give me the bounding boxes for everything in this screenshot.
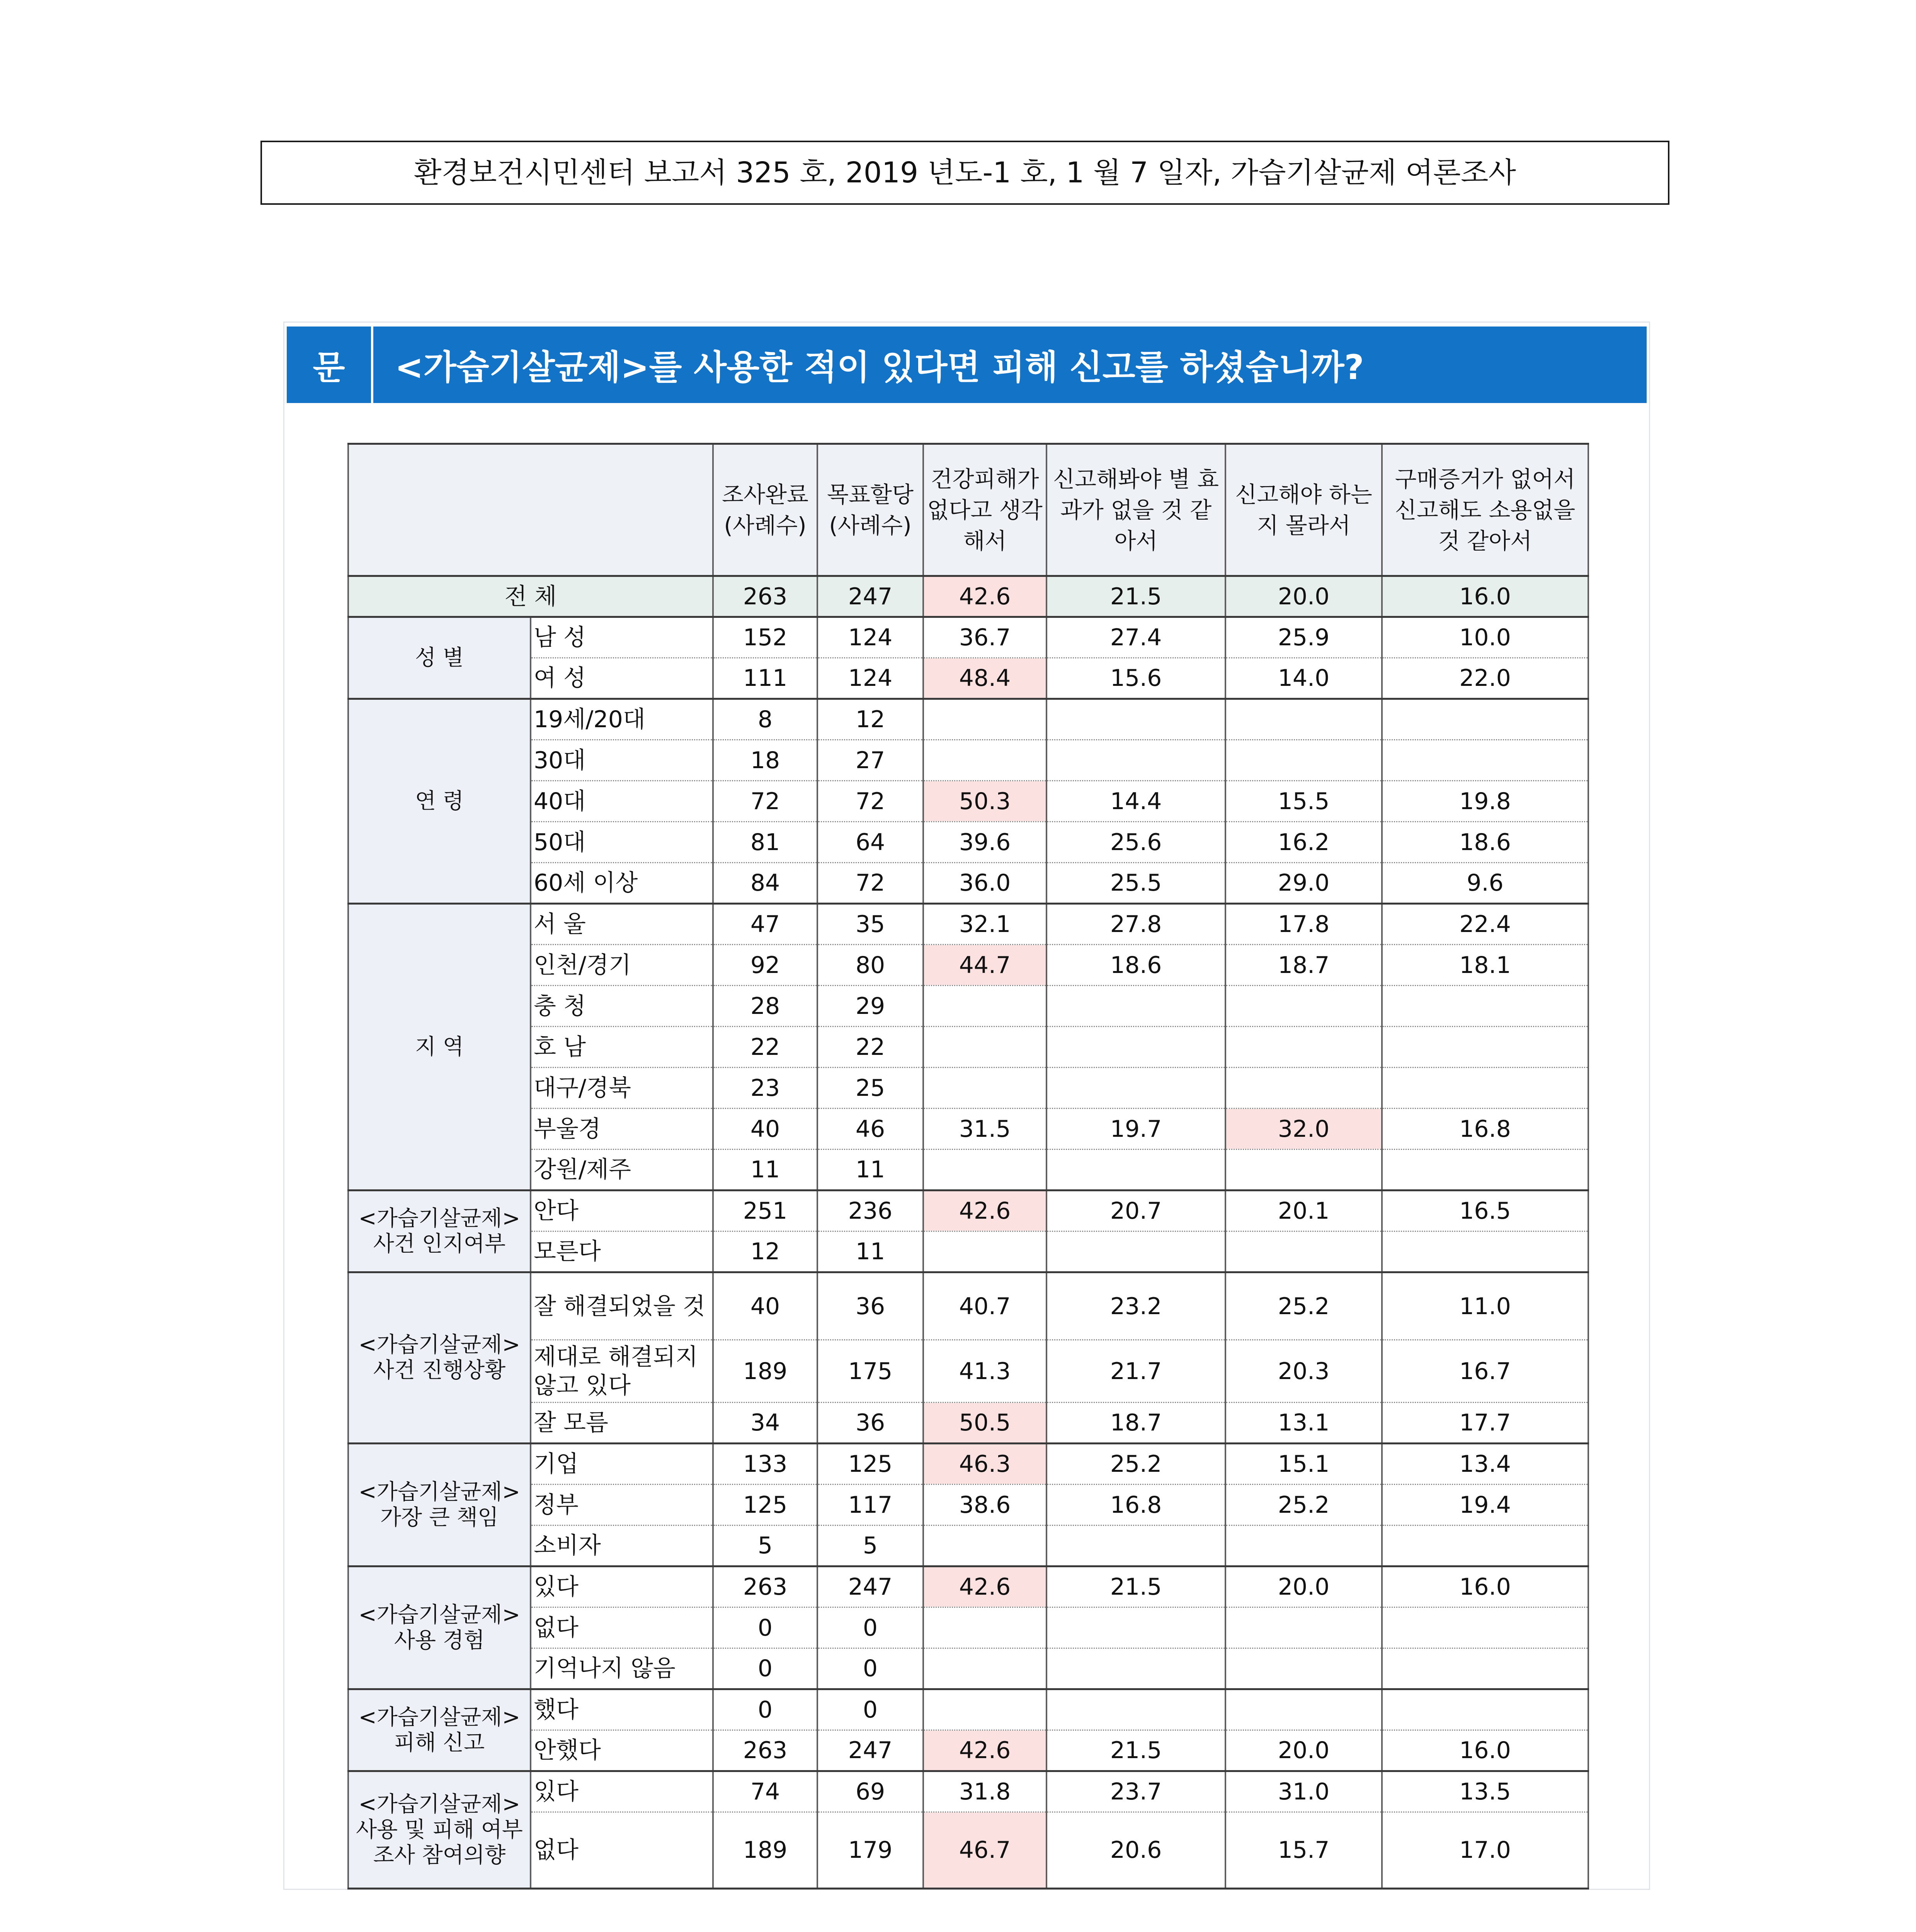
data-cell — [923, 1231, 1046, 1272]
data-cell: 0 — [817, 1607, 923, 1648]
data-cell: 133 — [713, 1444, 817, 1485]
data-cell: 18 — [713, 740, 817, 781]
data-cell: 18.1 — [1382, 945, 1588, 986]
table-row — [348, 1444, 1588, 1485]
data-cell: 25.2 — [1046, 1444, 1225, 1485]
survey-table — [347, 443, 1589, 1889]
data-cell: 36 — [817, 1272, 923, 1340]
data-cell: 72 — [817, 863, 923, 904]
data-cell: 20.7 — [1046, 1190, 1225, 1231]
data-cell — [1225, 986, 1382, 1027]
data-cell: 9.6 — [1382, 863, 1588, 904]
data-cell — [1225, 1689, 1382, 1730]
table-row — [348, 1566, 1588, 1607]
data-cell — [1225, 1231, 1382, 1272]
data-cell: 32.1 — [923, 904, 1046, 945]
table-row — [348, 699, 1588, 740]
data-cell: 72 — [817, 781, 923, 822]
data-cell: 247 — [817, 1566, 923, 1607]
data-cell — [1382, 1150, 1588, 1190]
data-cell: 19.4 — [1382, 1485, 1588, 1526]
data-cell: 50.3 — [923, 781, 1046, 822]
row-label: 충 청 — [531, 986, 713, 1027]
data-cell — [1046, 1231, 1225, 1272]
table-row — [348, 1403, 1588, 1444]
data-cell — [1382, 1526, 1588, 1566]
data-cell — [1382, 1231, 1588, 1272]
data-cell: 18.6 — [1046, 945, 1225, 986]
data-cell — [1046, 740, 1225, 781]
table-row — [348, 1027, 1588, 1068]
data-cell: 25.5 — [1046, 863, 1225, 904]
data-cell: 23 — [713, 1068, 817, 1109]
total-label: 전 체 — [348, 576, 713, 617]
data-cell: 19.8 — [1382, 781, 1588, 822]
data-cell: 41.3 — [923, 1340, 1046, 1403]
data-cell — [1225, 1648, 1382, 1689]
data-cell: 11 — [713, 1150, 817, 1190]
data-cell: 32.0 — [1225, 1109, 1382, 1150]
header-corner — [348, 444, 713, 576]
row-label: 잘 해결되었을 것 — [531, 1272, 713, 1340]
group-label — [348, 617, 531, 699]
data-cell — [1046, 1150, 1225, 1190]
data-cell: 16.0 — [1382, 576, 1588, 617]
report-header: 환경보건시민센터 보고서 325 호, 2019 년도-1 호, 1 월 7 일자, 가습기살균제 여론조사 — [260, 141, 1669, 205]
group-label-line: 피해 신고 — [394, 1730, 485, 1755]
data-cell — [1046, 1648, 1225, 1689]
data-cell: 40 — [713, 1109, 817, 1150]
row-label: 서 울 — [531, 904, 713, 945]
data-cell: 39.6 — [923, 822, 1046, 863]
data-cell: 247 — [817, 1730, 923, 1771]
row-label: 강원/제주 — [531, 1150, 713, 1190]
table-header — [348, 444, 1588, 576]
data-cell: 22 — [817, 1027, 923, 1068]
data-cell: 12 — [817, 699, 923, 740]
question-marker: 문 — [287, 327, 373, 403]
group-label-line: 사용 및 피해 여부 조사 참여의향 — [356, 1817, 523, 1868]
data-cell: 15.5 — [1225, 781, 1382, 822]
data-cell: 42.6 — [923, 1730, 1046, 1771]
data-cell: 263 — [713, 576, 817, 617]
data-cell — [1046, 699, 1225, 740]
group-label — [348, 1272, 531, 1444]
table-row — [348, 1485, 1588, 1526]
data-cell: 8 — [713, 699, 817, 740]
data-cell: 25.6 — [1046, 822, 1225, 863]
data-cell: 0 — [713, 1648, 817, 1689]
table-row — [348, 617, 1588, 658]
row-label: 기업 — [531, 1444, 713, 1485]
data-cell — [1225, 740, 1382, 781]
data-cell — [923, 986, 1046, 1027]
data-cell: 16.8 — [1046, 1485, 1225, 1526]
data-cell: 44.7 — [923, 945, 1046, 986]
data-cell: 14.4 — [1046, 781, 1225, 822]
data-cell: 29.0 — [1225, 863, 1382, 904]
data-cell: 19.7 — [1046, 1109, 1225, 1150]
table-row — [348, 658, 1588, 699]
data-cell: 111 — [713, 658, 817, 699]
data-cell — [923, 1648, 1046, 1689]
data-cell: 16.0 — [1382, 1730, 1588, 1771]
data-cell: 21.5 — [1046, 1730, 1225, 1771]
data-cell: 36.0 — [923, 863, 1046, 904]
data-cell: 13.4 — [1382, 1444, 1588, 1485]
data-cell: 15.6 — [1046, 658, 1225, 699]
data-cell: 21.7 — [1046, 1340, 1225, 1403]
row-label: 했다 — [531, 1689, 713, 1730]
data-cell: 35 — [817, 904, 923, 945]
data-cell: 38.6 — [923, 1485, 1046, 1526]
row-label: 안했다 — [531, 1730, 713, 1771]
data-cell: 42.6 — [923, 576, 1046, 617]
data-cell: 16.5 — [1382, 1190, 1588, 1231]
data-cell: 20.6 — [1046, 1812, 1225, 1889]
table-row — [348, 1648, 1588, 1689]
data-cell: 18.6 — [1382, 822, 1588, 863]
data-cell: 13.1 — [1225, 1403, 1382, 1444]
data-cell — [1382, 740, 1588, 781]
data-cell: 84 — [713, 863, 817, 904]
row-label: 모른다 — [531, 1231, 713, 1272]
data-cell: 64 — [817, 822, 923, 863]
table-row — [348, 576, 1588, 617]
data-cell: 50.5 — [923, 1403, 1046, 1444]
data-cell: 22.4 — [1382, 904, 1588, 945]
table-row — [348, 1689, 1588, 1730]
data-cell — [1382, 1027, 1588, 1068]
data-cell: 251 — [713, 1190, 817, 1231]
data-cell: 5 — [713, 1526, 817, 1566]
table-row — [348, 945, 1588, 986]
table-row — [348, 1340, 1588, 1403]
data-cell: 124 — [817, 658, 923, 699]
row-label: 제대로 해결되지 않고 있다 — [531, 1340, 713, 1403]
data-cell: 13.5 — [1382, 1771, 1588, 1812]
data-cell: 17.8 — [1225, 904, 1382, 945]
data-cell: 11 — [817, 1231, 923, 1272]
group-label-line: <가습기살균제> — [358, 1704, 521, 1730]
header-row — [348, 444, 1588, 576]
row-label: 남 성 — [531, 617, 713, 658]
data-cell: 263 — [713, 1566, 817, 1607]
data-cell — [1225, 1150, 1382, 1190]
data-cell: 25.9 — [1225, 617, 1382, 658]
row-label: 40대 — [531, 781, 713, 822]
table-row — [348, 1526, 1588, 1566]
data-cell: 17.7 — [1382, 1403, 1588, 1444]
table-row — [348, 1771, 1588, 1812]
data-cell — [1225, 1526, 1382, 1566]
data-cell — [923, 1027, 1046, 1068]
data-cell: 14.0 — [1225, 658, 1382, 699]
group-label-line: 성 별 — [415, 645, 464, 670]
table-row — [348, 1272, 1588, 1340]
data-cell: 46.7 — [923, 1812, 1046, 1889]
data-cell: 16.7 — [1382, 1340, 1588, 1403]
data-cell: 17.0 — [1382, 1812, 1588, 1889]
data-cell: 22 — [713, 1027, 817, 1068]
table-row — [348, 1607, 1588, 1648]
row-label: 잘 모름 — [531, 1403, 713, 1444]
row-label: 인천/경기 — [531, 945, 713, 986]
row-label: 50대 — [531, 822, 713, 863]
data-cell: 12 — [713, 1231, 817, 1272]
group-label-line: 사건 인지여부 — [373, 1231, 506, 1257]
data-cell: 48.4 — [923, 658, 1046, 699]
data-cell: 25.2 — [1225, 1272, 1382, 1340]
row-label: 30대 — [531, 740, 713, 781]
data-cell: 16.0 — [1382, 1566, 1588, 1607]
data-cell: 47 — [713, 904, 817, 945]
data-cell — [923, 740, 1046, 781]
data-cell: 31.8 — [923, 1771, 1046, 1812]
data-cell: 189 — [713, 1812, 817, 1889]
data-cell — [1046, 1689, 1225, 1730]
group-label-line: 연 령 — [415, 788, 464, 814]
table-row — [348, 1812, 1588, 1889]
data-cell — [1382, 1068, 1588, 1109]
data-cell — [1225, 1027, 1382, 1068]
data-cell: 21.5 — [1046, 576, 1225, 617]
data-cell — [1046, 1526, 1225, 1566]
table-row — [348, 1190, 1588, 1231]
data-cell: 27.8 — [1046, 904, 1225, 945]
question-title-bar — [287, 327, 1647, 403]
data-cell: 10.0 — [1382, 617, 1588, 658]
group-label-line: <가습기살균제> — [358, 1479, 521, 1505]
data-cell: 175 — [817, 1340, 923, 1403]
data-cell: 15.1 — [1225, 1444, 1382, 1485]
table-row — [348, 1068, 1588, 1109]
row-label: 있다 — [531, 1771, 713, 1812]
data-cell: 28 — [713, 986, 817, 1027]
row-label: 정부 — [531, 1485, 713, 1526]
group-label-line: 지 역 — [415, 1034, 464, 1060]
header-did-not-know: 신고해야 하는지 몰라서 — [1225, 444, 1382, 576]
data-cell: 20.0 — [1225, 1730, 1382, 1771]
data-cell: 0 — [713, 1689, 817, 1730]
data-cell: 80 — [817, 945, 923, 986]
data-cell: 20.0 — [1225, 576, 1382, 617]
data-cell: 74 — [713, 1771, 817, 1812]
data-cell: 22.0 — [1382, 658, 1588, 699]
table-body — [348, 576, 1588, 1889]
data-cell: 152 — [713, 617, 817, 658]
data-cell — [1225, 1607, 1382, 1648]
data-cell — [1046, 1027, 1225, 1068]
data-cell: 117 — [817, 1485, 923, 1526]
data-cell: 27.4 — [1046, 617, 1225, 658]
data-cell: 11.0 — [1382, 1272, 1588, 1340]
data-cell: 179 — [817, 1812, 923, 1889]
row-label: 있다 — [531, 1566, 713, 1607]
data-cell — [1046, 1068, 1225, 1109]
data-cell — [1382, 986, 1588, 1027]
table-row — [348, 1109, 1588, 1150]
table-row — [348, 904, 1588, 945]
group-label — [348, 699, 531, 904]
data-cell: 27 — [817, 740, 923, 781]
data-cell: 25 — [817, 1068, 923, 1109]
data-cell: 40.7 — [923, 1272, 1046, 1340]
data-cell: 46 — [817, 1109, 923, 1150]
data-cell: 46.3 — [923, 1444, 1046, 1485]
group-label-line: 사용 경험 — [394, 1628, 485, 1653]
data-cell: 69 — [817, 1771, 923, 1812]
table-row — [348, 740, 1588, 781]
row-label: 대구/경북 — [531, 1068, 713, 1109]
group-label — [348, 1566, 531, 1689]
data-cell: 92 — [713, 945, 817, 986]
data-cell — [923, 1689, 1046, 1730]
table-row — [348, 822, 1588, 863]
data-cell: 20.3 — [1225, 1340, 1382, 1403]
table-row — [348, 1730, 1588, 1771]
question-title: <가습기살균제>를 사용한 적이 있다면 피해 신고를 하셨습니까? — [395, 347, 1364, 387]
row-label: 없다 — [531, 1607, 713, 1648]
data-cell: 263 — [713, 1730, 817, 1771]
group-label-line: 사건 진행상황 — [373, 1358, 506, 1383]
data-cell: 11 — [817, 1150, 923, 1190]
data-cell: 236 — [817, 1190, 923, 1231]
data-cell: 16.8 — [1382, 1109, 1588, 1150]
data-cell — [1382, 1648, 1588, 1689]
row-label: 없다 — [531, 1812, 713, 1889]
data-cell: 36 — [817, 1403, 923, 1444]
data-cell: 125 — [713, 1485, 817, 1526]
data-cell: 0 — [817, 1689, 923, 1730]
header-no-effect: 신고해봐야 별 효과가 없을 것 같아서 — [1046, 444, 1225, 576]
data-cell: 72 — [713, 781, 817, 822]
data-cell: 42.6 — [923, 1566, 1046, 1607]
row-label: 19세/20대 — [531, 699, 713, 740]
group-label-line: <가습기살균제> — [358, 1791, 521, 1817]
data-cell: 31.0 — [1225, 1771, 1382, 1812]
data-cell: 40 — [713, 1272, 817, 1340]
group-label — [348, 1689, 531, 1771]
header-completed-count: 조사완료(사례수) — [713, 444, 817, 576]
row-label: 부울경 — [531, 1109, 713, 1150]
data-cell: 18.7 — [1046, 1403, 1225, 1444]
data-cell: 0 — [713, 1607, 817, 1648]
data-cell: 21.5 — [1046, 1566, 1225, 1607]
table-row — [348, 986, 1588, 1027]
table-row — [348, 1150, 1588, 1190]
data-cell — [1382, 1607, 1588, 1648]
data-cell: 5 — [817, 1526, 923, 1566]
data-cell: 20.1 — [1225, 1190, 1382, 1231]
data-cell — [923, 1526, 1046, 1566]
row-label: 안다 — [531, 1190, 713, 1231]
data-cell — [1225, 1068, 1382, 1109]
data-cell: 125 — [817, 1444, 923, 1485]
data-cell: 23.7 — [1046, 1771, 1225, 1812]
header-no-health-damage: 건강피해가 없다고 생각해서 — [923, 444, 1046, 576]
header-target-count: 목표할당(사례수) — [817, 444, 923, 576]
data-cell: 34 — [713, 1403, 817, 1444]
group-label-line: 가장 큰 책임 — [380, 1505, 499, 1530]
group-label — [348, 1771, 531, 1889]
data-cell: 23.2 — [1046, 1272, 1225, 1340]
row-label: 기억나지 않음 — [531, 1648, 713, 1689]
data-cell: 20.0 — [1225, 1566, 1382, 1607]
data-cell — [923, 1068, 1046, 1109]
group-label-line: <가습기살균제> — [358, 1206, 521, 1231]
row-label: 호 남 — [531, 1027, 713, 1068]
data-cell: 81 — [713, 822, 817, 863]
data-cell: 0 — [817, 1648, 923, 1689]
data-cell: 29 — [817, 986, 923, 1027]
data-cell — [923, 699, 1046, 740]
data-cell: 16.2 — [1225, 822, 1382, 863]
data-cell: 31.5 — [923, 1109, 1046, 1150]
data-cell: 36.7 — [923, 617, 1046, 658]
row-label: 60세 이상 — [531, 863, 713, 904]
table-row — [348, 863, 1588, 904]
data-cell: 189 — [713, 1340, 817, 1403]
data-cell — [923, 1150, 1046, 1190]
table-row — [348, 1231, 1588, 1272]
data-cell — [1046, 1607, 1225, 1648]
data-cell: 124 — [817, 617, 923, 658]
group-label — [348, 1444, 531, 1566]
data-cell: 25.2 — [1225, 1485, 1382, 1526]
data-cell — [1382, 1689, 1588, 1730]
data-cell: 15.7 — [1225, 1812, 1382, 1889]
data-cell — [923, 1607, 1046, 1648]
data-cell: 247 — [817, 576, 923, 617]
row-label: 여 성 — [531, 658, 713, 699]
group-label-line: <가습기살균제> — [358, 1332, 521, 1357]
data-cell — [1225, 699, 1382, 740]
group-label-line: <가습기살균제> — [358, 1602, 521, 1628]
data-cell: 18.7 — [1225, 945, 1382, 986]
data-cell — [1046, 986, 1225, 1027]
group-label — [348, 1190, 531, 1272]
data-cell: 42.6 — [923, 1190, 1046, 1231]
table-row — [348, 781, 1588, 822]
data-cell — [1382, 699, 1588, 740]
group-label — [348, 904, 531, 1190]
row-label: 소비자 — [531, 1526, 713, 1566]
header-no-purchase-proof: 구매증거가 없어서 신고해도 소용없을 것 같아서 — [1382, 444, 1588, 576]
